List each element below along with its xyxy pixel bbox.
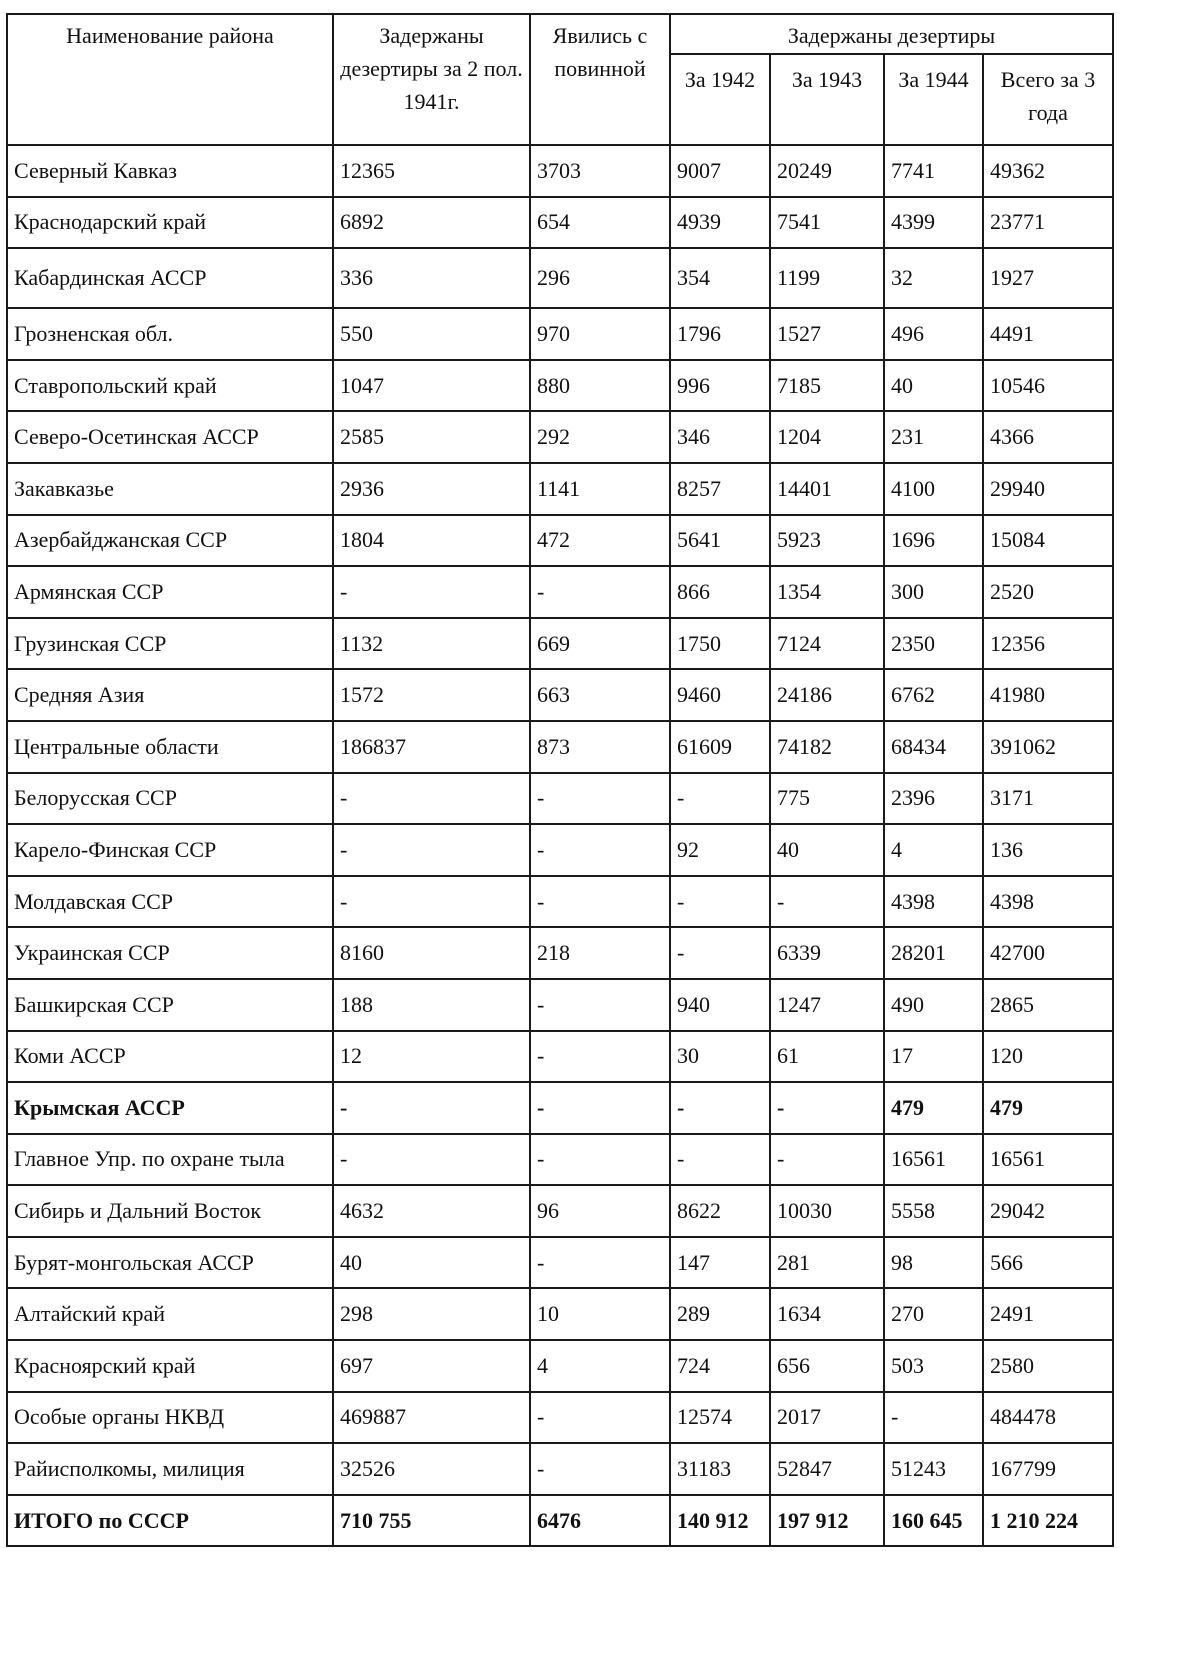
cell-1943: 1247 (770, 979, 884, 1031)
table-row (7, 927, 1113, 979)
cell-total: 29042 (983, 1185, 1113, 1237)
table-row (7, 411, 1113, 463)
cell-1942: 346 (670, 411, 770, 463)
cell-1944: 160 645 (884, 1495, 983, 1547)
cell-1942: 30 (670, 1031, 770, 1083)
cell-district: Средняя Азия (7, 669, 333, 721)
cell-total: 2865 (983, 979, 1113, 1031)
table-header (7, 14, 1113, 145)
cell-district: Молдавская ССР (7, 876, 333, 928)
cell-district: Коми АССР (7, 1031, 333, 1083)
cell-1943: 7541 (770, 197, 884, 249)
cell-1942: 1750 (670, 618, 770, 670)
cell-total: 10546 (983, 360, 1113, 412)
cell-district: Алтайский край (7, 1288, 333, 1340)
cell-surrendered: - (530, 1237, 670, 1289)
cell-surrendered: 296 (530, 248, 670, 308)
cell-total: 1927 (983, 248, 1113, 308)
cell-1942: 4939 (670, 197, 770, 249)
cell-district: Карело-Финская ССР (7, 824, 333, 876)
cell-1944: 479 (884, 1082, 983, 1134)
cell-surrendered: - (530, 1134, 670, 1186)
cell-detained-1941: 469887 (333, 1392, 530, 1444)
cell-1943: 7124 (770, 618, 884, 670)
table-body (7, 145, 1113, 1546)
cell-surrendered: 669 (530, 618, 670, 670)
cell-1942: 354 (670, 248, 770, 308)
cell-surrendered: 10 (530, 1288, 670, 1340)
cell-detained-1941: 12 (333, 1031, 530, 1083)
cell-1942: - (670, 927, 770, 979)
cell-1944: 16561 (884, 1134, 983, 1186)
table-row (7, 1392, 1113, 1444)
cell-surrendered: 4 (530, 1340, 670, 1392)
cell-1943: 10030 (770, 1185, 884, 1237)
cell-1943: 1199 (770, 248, 884, 308)
cell-1942: 1796 (670, 308, 770, 360)
cell-district: Белорусская ССР (7, 773, 333, 825)
cell-1943: 40 (770, 824, 884, 876)
cell-1942: - (670, 876, 770, 928)
header-1944: За 1944 (884, 54, 983, 145)
cell-total: 484478 (983, 1392, 1113, 1444)
cell-total: 1 210 224 (983, 1495, 1113, 1547)
cell-1944: 98 (884, 1237, 983, 1289)
cell-1943: 24186 (770, 669, 884, 721)
table-row (7, 1340, 1113, 1392)
cell-district: Сибирь и Дальний Восток (7, 1185, 333, 1237)
cell-surrendered: - (530, 1031, 670, 1083)
cell-1942: - (670, 773, 770, 825)
cell-1944: - (884, 1392, 983, 1444)
cell-surrendered: - (530, 876, 670, 928)
table-row (7, 360, 1113, 412)
cell-surrendered: - (530, 979, 670, 1031)
cell-district: Северный Кавказ (7, 145, 333, 197)
cell-1944: 4100 (884, 463, 983, 515)
cell-surrendered: 96 (530, 1185, 670, 1237)
table-row (7, 566, 1113, 618)
table-row (7, 1237, 1113, 1289)
cell-1944: 7741 (884, 145, 983, 197)
cell-total: 29940 (983, 463, 1113, 515)
cell-district: Красноярский край (7, 1340, 333, 1392)
cell-1944: 4398 (884, 876, 983, 928)
cell-detained-1941: 1572 (333, 669, 530, 721)
cell-1942: 724 (670, 1340, 770, 1392)
cell-district: Главное Упр. по охране тыла (7, 1134, 333, 1186)
cell-surrendered: 6476 (530, 1495, 670, 1547)
cell-total: 136 (983, 824, 1113, 876)
cell-1944: 4399 (884, 197, 983, 249)
cell-total: 4398 (983, 876, 1113, 928)
cell-detained-1941: 32526 (333, 1443, 530, 1495)
cell-1944: 51243 (884, 1443, 983, 1495)
cell-1944: 503 (884, 1340, 983, 1392)
cell-1943: 775 (770, 773, 884, 825)
cell-1943: 1527 (770, 308, 884, 360)
table-row-total (7, 1495, 1113, 1547)
cell-total: 4491 (983, 308, 1113, 360)
table-row (7, 197, 1113, 249)
cell-1942: 9460 (670, 669, 770, 721)
cell-district: Ставропольский край (7, 360, 333, 412)
cell-district: Райисполкомы, милиция (7, 1443, 333, 1495)
cell-surrendered: 292 (530, 411, 670, 463)
cell-total: 49362 (983, 145, 1113, 197)
cell-1943: 61 (770, 1031, 884, 1083)
table-row (7, 618, 1113, 670)
cell-1943: 1634 (770, 1288, 884, 1340)
cell-detained-1941: 4632 (333, 1185, 530, 1237)
header-1943: За 1943 (770, 54, 884, 145)
cell-surrendered: - (530, 773, 670, 825)
cell-1944: 5558 (884, 1185, 983, 1237)
cell-detained-1941: 298 (333, 1288, 530, 1340)
cell-1943: 281 (770, 1237, 884, 1289)
cell-1943: 197 912 (770, 1495, 884, 1547)
cell-1943: 2017 (770, 1392, 884, 1444)
cell-1944: 40 (884, 360, 983, 412)
cell-1944: 270 (884, 1288, 983, 1340)
cell-1942: 140 912 (670, 1495, 770, 1547)
cell-detained-1941: 40 (333, 1237, 530, 1289)
table-row (7, 463, 1113, 515)
document-page (6, 13, 1112, 1547)
cell-surrendered: - (530, 1443, 670, 1495)
cell-1944: 28201 (884, 927, 983, 979)
cell-surrendered: 1141 (530, 463, 670, 515)
cell-district: Башкирская ССР (7, 979, 333, 1031)
cell-1942: 31183 (670, 1443, 770, 1495)
cell-1942: 289 (670, 1288, 770, 1340)
table-row (7, 876, 1113, 928)
cell-1943: 74182 (770, 721, 884, 773)
cell-1942: 147 (670, 1237, 770, 1289)
cell-district: Армянская ССР (7, 566, 333, 618)
cell-total: 4366 (983, 411, 1113, 463)
cell-detained-1941: 550 (333, 308, 530, 360)
table-row (7, 824, 1113, 876)
cell-1943: 52847 (770, 1443, 884, 1495)
cell-1944: 17 (884, 1031, 983, 1083)
table-row (7, 515, 1113, 567)
header-district: Наименование района (7, 14, 333, 145)
table-row (7, 1082, 1113, 1134)
cell-1942: 940 (670, 979, 770, 1031)
cell-district: ИТОГО по СССР (7, 1495, 333, 1547)
cell-total: 2491 (983, 1288, 1113, 1340)
cell-surrendered: 3703 (530, 145, 670, 197)
table-row (7, 1185, 1113, 1237)
cell-total: 391062 (983, 721, 1113, 773)
cell-total: 42700 (983, 927, 1113, 979)
cell-detained-1941: 1132 (333, 618, 530, 670)
header-total-3-years: Всего за 3 года (983, 54, 1113, 145)
cell-surrendered: 218 (530, 927, 670, 979)
cell-1943: 14401 (770, 463, 884, 515)
cell-total: 12356 (983, 618, 1113, 670)
table-row (7, 248, 1113, 308)
cell-1942: - (670, 1082, 770, 1134)
cell-detained-1941: 186837 (333, 721, 530, 773)
cell-detained-1941: 188 (333, 979, 530, 1031)
cell-1942: 5641 (670, 515, 770, 567)
cell-total: 23771 (983, 197, 1113, 249)
cell-detained-1941: - (333, 876, 530, 928)
cell-district: Закавказье (7, 463, 333, 515)
cell-district: Кабардинская АССР (7, 248, 333, 308)
cell-1943: 7185 (770, 360, 884, 412)
cell-detained-1941: - (333, 1082, 530, 1134)
cell-district: Грузинская ССР (7, 618, 333, 670)
cell-detained-1941: - (333, 566, 530, 618)
cell-detained-1941: 12365 (333, 145, 530, 197)
cell-1942: 92 (670, 824, 770, 876)
cell-1943: - (770, 1134, 884, 1186)
table-row (7, 1443, 1113, 1495)
table-row (7, 308, 1113, 360)
cell-1943: 6339 (770, 927, 884, 979)
cell-1942: 61609 (670, 721, 770, 773)
cell-1944: 2350 (884, 618, 983, 670)
cell-surrendered: 472 (530, 515, 670, 567)
cell-total: 41980 (983, 669, 1113, 721)
table-row (7, 979, 1113, 1031)
cell-detained-1941: - (333, 824, 530, 876)
cell-1944: 231 (884, 411, 983, 463)
cell-surrendered: - (530, 566, 670, 618)
cell-district: Особые органы НКВД (7, 1392, 333, 1444)
cell-surrendered: 970 (530, 308, 670, 360)
cell-total: 2520 (983, 566, 1113, 618)
cell-district: Краснодарский край (7, 197, 333, 249)
cell-1944: 4 (884, 824, 983, 876)
cell-district: Центральные области (7, 721, 333, 773)
cell-1944: 490 (884, 979, 983, 1031)
cell-1944: 1696 (884, 515, 983, 567)
cell-district: Грозненская обл. (7, 308, 333, 360)
header-surrendered: Явились с повинной (530, 14, 670, 145)
cell-1942: 8622 (670, 1185, 770, 1237)
table-row (7, 669, 1113, 721)
cell-total: 167799 (983, 1443, 1113, 1495)
cell-1943: 1354 (770, 566, 884, 618)
cell-1943: 5923 (770, 515, 884, 567)
cell-total: 566 (983, 1237, 1113, 1289)
cell-1944: 68434 (884, 721, 983, 773)
cell-total: 3171 (983, 773, 1113, 825)
cell-district: Украинская ССР (7, 927, 333, 979)
cell-surrendered: - (530, 1392, 670, 1444)
cell-1944: 2396 (884, 773, 983, 825)
cell-district: Бурят-монгольская АССР (7, 1237, 333, 1289)
cell-1943: 20249 (770, 145, 884, 197)
cell-1942: 12574 (670, 1392, 770, 1444)
cell-1943: 656 (770, 1340, 884, 1392)
cell-1943: 1204 (770, 411, 884, 463)
cell-surrendered: 654 (530, 197, 670, 249)
table-row (7, 721, 1113, 773)
cell-detained-1941: 8160 (333, 927, 530, 979)
table-row (7, 145, 1113, 197)
cell-surrendered: - (530, 1082, 670, 1134)
cell-total: 120 (983, 1031, 1113, 1083)
cell-total: 479 (983, 1082, 1113, 1134)
table-row (7, 1288, 1113, 1340)
cell-surrendered: 663 (530, 669, 670, 721)
cell-detained-1941: 697 (333, 1340, 530, 1392)
cell-1943: - (770, 1082, 884, 1134)
cell-surrendered: - (530, 824, 670, 876)
header-detained-1941: Задержаны дезертиры за 2 пол. 1941г. (333, 14, 530, 145)
cell-1942: - (670, 1134, 770, 1186)
cell-detained-1941: 1047 (333, 360, 530, 412)
cell-1942: 866 (670, 566, 770, 618)
cell-surrendered: 873 (530, 721, 670, 773)
cell-surrendered: 880 (530, 360, 670, 412)
cell-detained-1941: 2936 (333, 463, 530, 515)
cell-total: 2580 (983, 1340, 1113, 1392)
cell-total: 16561 (983, 1134, 1113, 1186)
deserters-table (6, 13, 1114, 1547)
cell-1942: 996 (670, 360, 770, 412)
cell-detained-1941: 710 755 (333, 1495, 530, 1547)
cell-1944: 300 (884, 566, 983, 618)
table-row (7, 773, 1113, 825)
cell-detained-1941: 6892 (333, 197, 530, 249)
table-row (7, 1031, 1113, 1083)
cell-detained-1941: - (333, 773, 530, 825)
cell-detained-1941: 1804 (333, 515, 530, 567)
cell-1944: 496 (884, 308, 983, 360)
cell-1943: - (770, 876, 884, 928)
cell-detained-1941: 2585 (333, 411, 530, 463)
cell-district: Северо-Осетинская АССР (7, 411, 333, 463)
cell-1944: 6762 (884, 669, 983, 721)
cell-district: Азербайджанская ССР (7, 515, 333, 567)
cell-1944: 32 (884, 248, 983, 308)
cell-detained-1941: 336 (333, 248, 530, 308)
cell-district: Крымская АССР (7, 1082, 333, 1134)
cell-1942: 9007 (670, 145, 770, 197)
header-detained-group: Задержаны дезертиры (670, 14, 1113, 54)
table-row (7, 1134, 1113, 1186)
cell-total: 15084 (983, 515, 1113, 567)
cell-1942: 8257 (670, 463, 770, 515)
cell-detained-1941: - (333, 1134, 530, 1186)
header-1942: За 1942 (670, 54, 770, 145)
